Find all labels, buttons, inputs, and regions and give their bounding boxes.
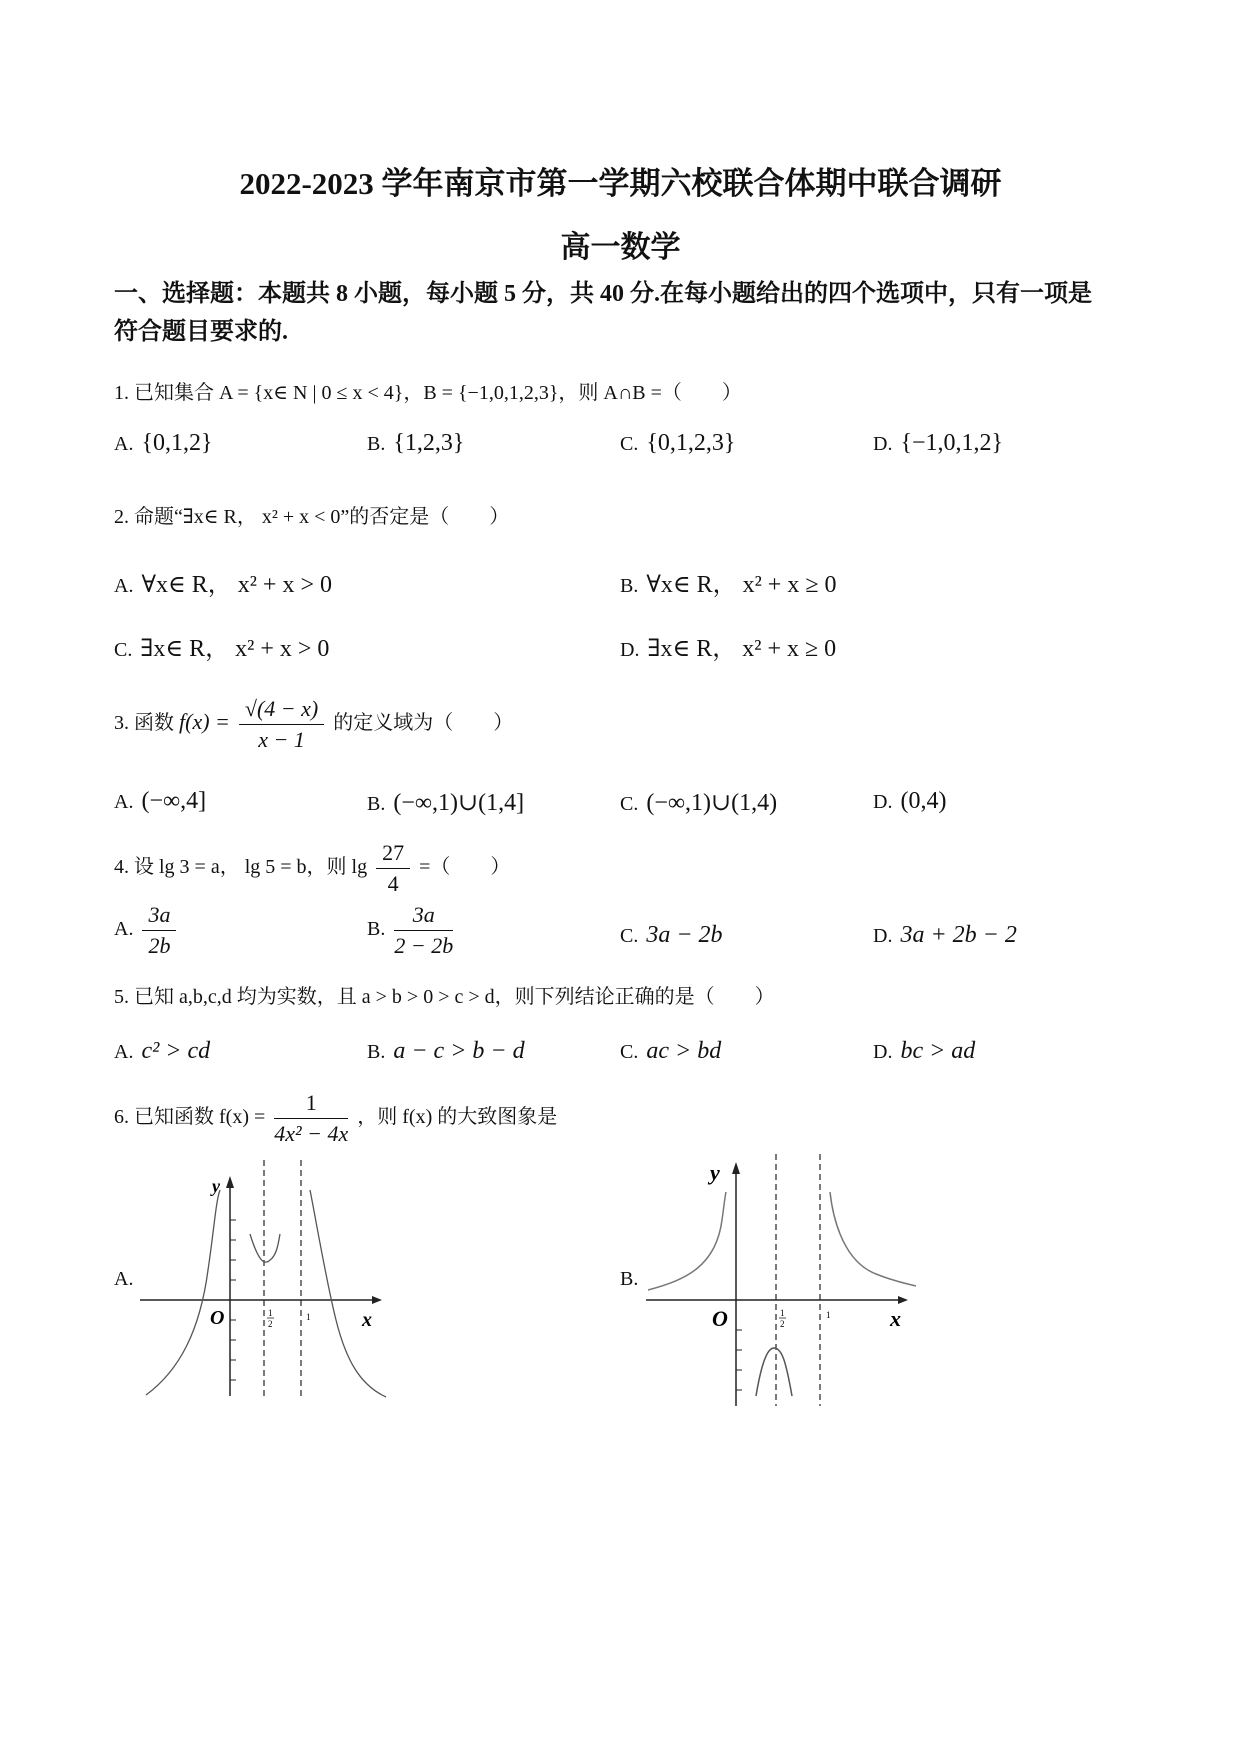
graph-b-curve-middle [756,1348,792,1396]
q5-option-c: C. ac > bd [620,1038,722,1064]
q5-option-d: D. bc > ad [873,1038,976,1064]
section-heading-line1: 一、选择题：本题共 8 小题，每小题 5 分，共 40 分.在每小题给出的四个选项中，只有一项是 [114,281,1092,307]
graph-b-origin-label: O [712,1306,728,1331]
q1-option-a: A. {0,1,2} [114,430,213,456]
q4-option-d: D. 3a + 2b − 2 [873,922,1017,948]
graph-b-y-label: y [710,1160,720,1185]
q6-option-b-label: B. [620,1268,639,1290]
graph-b-x-arrow [898,1296,908,1304]
question-6-stem: 6. 已知函数 f(x) = $\frac{1}{\text{4x² − 4x}}$ ，则 f(x) 的大致图象是 [114,1090,558,1146]
q2-option-b: B. ∀x∈ R， x² + x ≥ 0 [620,572,837,598]
graph-a-x-arrow [372,1296,382,1304]
q5-option-b: B. a − c > b − d [367,1038,525,1064]
q1-option-c: C. {0,1,2,3} [620,430,736,456]
q6-option-a-label: A. [114,1268,134,1290]
graph-a-y-arrow [226,1176,234,1188]
graph-b-curve-left [648,1192,726,1290]
question-1-stem: 1. 已知集合 A = {x∈ N | 0 ≤ x < 4}，B = {−1,0,1,2,3}，则 A∩B =（ ） [114,382,742,404]
q4-option-c: C. 3a − 2b [620,922,723,948]
q2-option-a: A. ∀x∈ R， x² + x > 0 [114,572,332,598]
question-4-stem: 4. 设 lg 3 = a， lg 5 = b，则 lg $\frac{27}{4}$ =（ ） [114,840,511,896]
q6-graph-a [140,1160,400,1400]
page-subtitle: 高一数学 [560,231,681,264]
graph-a-tick-half-num: 1 [268,1308,273,1318]
graph-b-tick-half-num: 1 [780,1308,785,1318]
graph-b-tick-one: 1 [826,1310,831,1320]
graph-a-x-label: x [362,1309,372,1331]
q4-option-b: B. $\frac{3a}{2 - 2b}$ [367,902,454,958]
graph-a-tick-one: 1 [306,1312,311,1322]
q1-option-d: D. {−1,0,1,2} [873,430,1004,456]
q3-option-d: D. (0,4) [873,788,947,814]
q3-option-c: C. (−∞,1)∪(1,4) [620,790,778,816]
question-3-stem: 3. 函数 f(x) = $\frac{√(4 - x)}{x - 1}$ 的定义域为（ ） [114,696,514,752]
q3-fraction: $\frac{√(4 - x)}{x - 1}$ [239,696,324,753]
q3-option-b: B. (−∞,1)∪(1,4] [367,790,525,816]
graph-a-curve-middle [250,1234,280,1262]
graph-a-origin-label: O [210,1307,225,1329]
q6-graph-b [646,1150,926,1410]
q4-option-a: A. $\frac{3a}{2b}$ [114,902,180,959]
graph-a-curve-right [310,1190,386,1397]
q6-fraction: $\frac{1}{\text{4x² − 4x}}$ [274,1090,349,1146]
graph-b-x-label: x [890,1306,901,1331]
graph-a-y-label: y [212,1176,220,1196]
q1-option-b: B. {1,2,3} [367,430,465,456]
q4-fraction: $\frac{27}{4}$ [376,840,410,897]
q5-option-a: A. c² > cd [114,1038,211,1064]
question-5-stem: 5. 已知 a,b,c,d 均为实数，且 a > b > 0 > c > d，则下列结论正确的是（ ） [114,986,775,1008]
question-2-stem: 2. 命题“∃x∈ R， x² + x < 0”的否定是（ ） [114,506,510,528]
q3-option-a: A. (−∞,4] [114,788,207,814]
graph-b-y-arrow [732,1162,740,1174]
page-title: 2022-2023 学年南京市第一学期六校联合体期中联合调研 [239,166,1002,201]
graph-a-curve-left [146,1190,220,1395]
graph-b-tick-half-den: 2 [780,1319,785,1329]
section-heading-line2: 符合题目要求的. [114,319,288,345]
graph-a-tick-half-den: 2 [268,1319,273,1329]
graph-b-curve-right [830,1192,916,1286]
q2-option-d: D. ∃x∈ R， x² + x ≥ 0 [620,636,837,662]
q2-option-c: C. ∃x∈ R， x² + x > 0 [114,636,330,662]
